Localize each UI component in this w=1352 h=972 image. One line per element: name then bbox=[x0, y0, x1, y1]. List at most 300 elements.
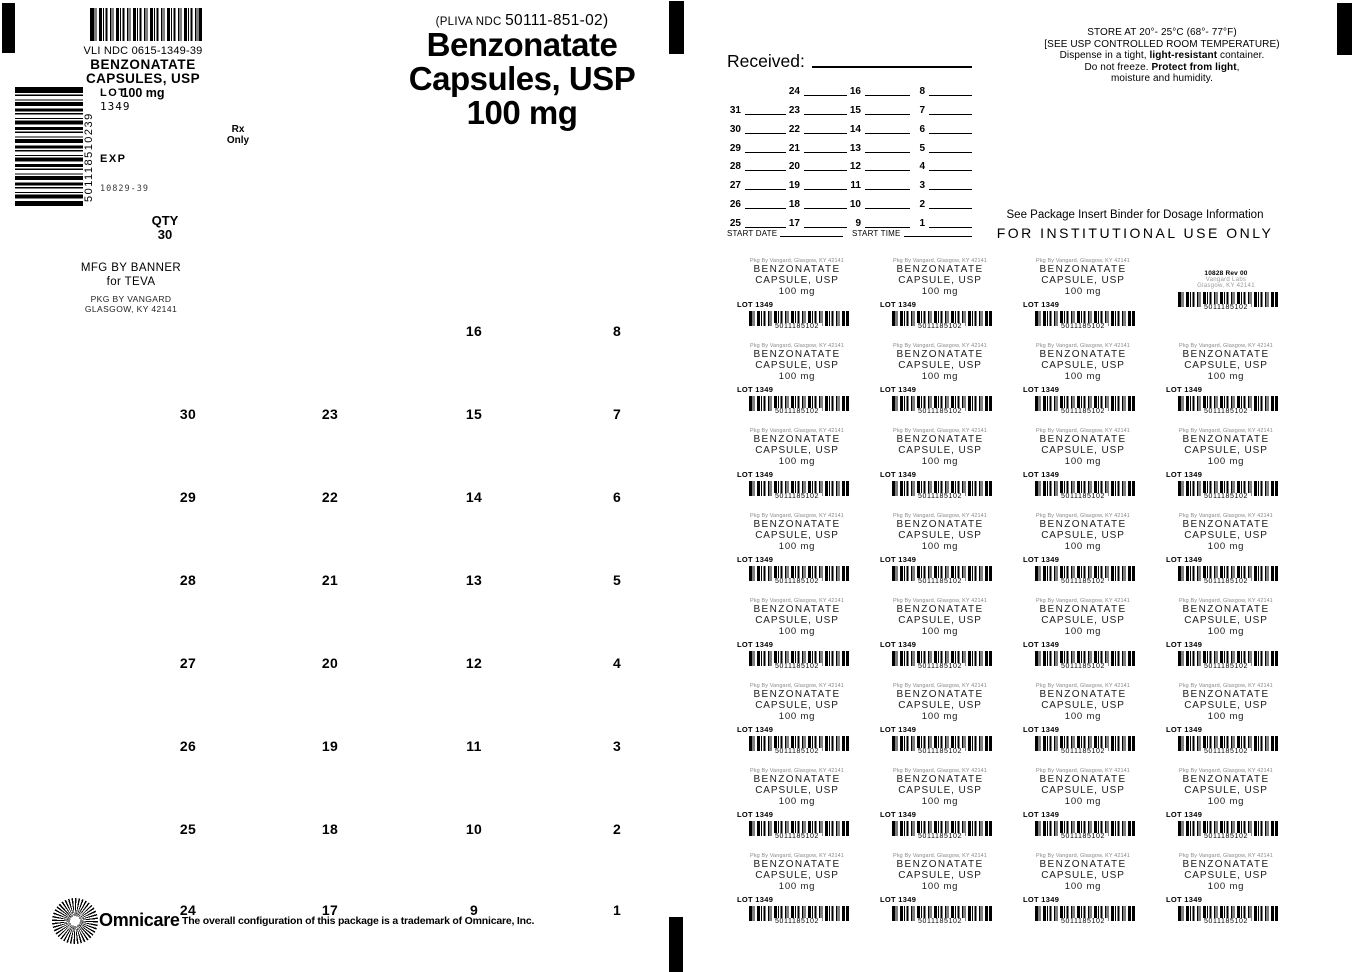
label-barcode-number: 5011185102 bbox=[772, 663, 822, 670]
label-drug-form: CAPSULE, USP bbox=[1184, 615, 1268, 626]
label-barcode-number: 5011185102 bbox=[772, 323, 822, 330]
label-barcode-wrap bbox=[749, 396, 845, 415]
label-drug-name: BENZONATATE bbox=[753, 349, 841, 360]
label-barcode-number: 5011185102 bbox=[1058, 748, 1108, 755]
day-number: 3 bbox=[612, 738, 622, 754]
day-number: 7 bbox=[612, 406, 622, 422]
label-drug-strength: 100 mg bbox=[1207, 541, 1245, 552]
label-pkg-line: Pkg By Vangard, Glasgow, KY 42141 bbox=[893, 343, 987, 349]
day-number: 29 bbox=[179, 489, 197, 505]
unit-dose-label bbox=[1023, 258, 1143, 334]
unit-dose-label bbox=[880, 853, 1000, 929]
day-number: 25 bbox=[179, 821, 197, 837]
unit-dose-label bbox=[1023, 513, 1143, 589]
label-drug-name: BENZONATATE bbox=[1039, 859, 1127, 870]
label-pkg-line: Pkg By Vangard, Glasgow, KY 42141 bbox=[1036, 428, 1130, 434]
label-lot: LOT 1349 bbox=[737, 555, 774, 564]
label-barcode-number: 5011185102 bbox=[915, 918, 965, 925]
label-barcode-wrap bbox=[1035, 396, 1131, 415]
label-drug-name: BENZONATATE bbox=[896, 434, 984, 445]
label-drug-form: CAPSULE, USP bbox=[898, 360, 982, 371]
day-number: 26 bbox=[179, 738, 197, 754]
label-lot: LOT 1349 bbox=[880, 640, 917, 649]
label-barcode-number: 5011185102 bbox=[1058, 833, 1108, 840]
received-day-number: 18 bbox=[788, 199, 800, 210]
carton-drug-strength: 100 mg bbox=[121, 86, 165, 100]
label-barcode-number: 5011185102 bbox=[1201, 304, 1251, 311]
rev-label bbox=[1166, 258, 1286, 334]
qty-value: 30 bbox=[157, 227, 173, 242]
label-barcode-number: 5011185102 bbox=[1201, 833, 1251, 840]
label-drug-form: CAPSULE, USP bbox=[1041, 360, 1125, 371]
label-drug-strength: 100 mg bbox=[921, 796, 959, 807]
label-drug-strength: 100 mg bbox=[1064, 371, 1102, 382]
label-drug-name: BENZONATATE bbox=[753, 519, 841, 530]
label-drug-name: BENZONATATE bbox=[753, 774, 841, 785]
document-code: 10829-39 bbox=[100, 184, 149, 194]
label-drug-name: BENZONATATE bbox=[1182, 434, 1270, 445]
unit-dose-label bbox=[1023, 853, 1143, 929]
day-number: 5 bbox=[612, 572, 622, 588]
day-number: 8 bbox=[612, 323, 622, 339]
label-drug-form: CAPSULE, USP bbox=[1041, 445, 1125, 456]
unit-dose-label bbox=[880, 768, 1000, 844]
day-number: 9 bbox=[469, 902, 479, 918]
label-pkg-line: Pkg By Vangard, Glasgow, KY 42141 bbox=[750, 258, 844, 264]
header-ndc-prefix: (PLIVA NDC bbox=[435, 16, 506, 28]
label-barcode-number: 5011185102 bbox=[1058, 663, 1108, 670]
label-pkg-line: Pkg By Vangard, Glasgow, KY 42141 bbox=[1179, 683, 1273, 689]
label-barcode-wrap bbox=[1178, 906, 1274, 925]
unit-dose-label bbox=[1023, 683, 1143, 759]
label-drug-form: CAPSULE, USP bbox=[755, 445, 839, 456]
unit-dose-label bbox=[880, 428, 1000, 504]
label-barcode-number: 5011185102 bbox=[915, 663, 965, 670]
label-lot: LOT 1349 bbox=[737, 300, 774, 309]
unit-dose-label bbox=[737, 598, 857, 674]
label-lot: LOT 1349 bbox=[1023, 300, 1060, 309]
label-drug-name: BENZONATATE bbox=[1182, 859, 1270, 870]
label-barcode-number: 5011185102 bbox=[1201, 408, 1251, 415]
unit-dose-label bbox=[1023, 768, 1143, 844]
label-lot: LOT 1349 bbox=[880, 895, 917, 904]
unit-dose-label bbox=[737, 258, 857, 334]
label-drug-name: BENZONATATE bbox=[896, 689, 984, 700]
label-barcode-wrap bbox=[1178, 566, 1274, 585]
storage-line1: STORE AT 20°- 25°C (68°- 77°F) bbox=[1087, 27, 1237, 38]
carton-ndc-line: VLI NDC 0615-1349-39 bbox=[83, 45, 203, 57]
label-pkg-line: Pkg By Vangard, Glasgow, KY 42141 bbox=[1036, 853, 1130, 859]
label-barcode-number: 5011185102 bbox=[772, 833, 822, 840]
label-lot: LOT 1349 bbox=[880, 725, 917, 734]
institutional-use-notice: FOR INSTITUTIONAL USE ONLY bbox=[996, 225, 1274, 241]
label-barcode-number: 5011185102 bbox=[1201, 578, 1251, 585]
label-lot: LOT 1349 bbox=[1166, 640, 1203, 649]
unit-dose-label bbox=[880, 258, 1000, 334]
label-barcode-number: 5011185102 bbox=[1201, 663, 1251, 670]
received-day-number: 7 bbox=[919, 105, 925, 116]
day-number: 2 bbox=[612, 821, 622, 837]
received-day-number: 23 bbox=[788, 105, 800, 116]
title-line1: Benzonatate bbox=[426, 26, 618, 63]
label-lot: LOT 1349 bbox=[1166, 895, 1203, 904]
label-lot: LOT 1349 bbox=[1023, 385, 1060, 394]
label-pkg-line: Pkg By Vangard, Glasgow, KY 42141 bbox=[1036, 598, 1130, 604]
day-number: 13 bbox=[465, 572, 483, 588]
label-barcode-wrap bbox=[749, 566, 845, 585]
label-drug-strength: 100 mg bbox=[778, 286, 816, 297]
received-day-number: 1 bbox=[919, 218, 925, 229]
label-drug-strength: 100 mg bbox=[778, 541, 816, 552]
label-drug-form: CAPSULE, USP bbox=[898, 615, 982, 626]
label-barcode-wrap bbox=[749, 906, 845, 925]
label-drug-strength: 100 mg bbox=[1207, 881, 1245, 892]
label-lot: LOT 1349 bbox=[737, 810, 774, 819]
label-pkg-line: Pkg By Vangard, Glasgow, KY 42141 bbox=[893, 428, 987, 434]
label-drug-name: BENZONATATE bbox=[896, 774, 984, 785]
received-label: Received: bbox=[727, 51, 805, 71]
label-barcode-wrap bbox=[749, 821, 845, 840]
label-drug-name: BENZONATATE bbox=[896, 264, 984, 275]
label-barcode-wrap bbox=[749, 736, 845, 755]
unit-dose-label bbox=[880, 683, 1000, 759]
label-barcode-number: 5011185102 bbox=[915, 748, 965, 755]
received-day-number: 11 bbox=[850, 180, 861, 191]
label-barcode-number: 5011185102 bbox=[772, 493, 822, 500]
label-barcode-wrap bbox=[1178, 396, 1274, 415]
received-day-number: 14 bbox=[849, 124, 861, 135]
label-barcode-wrap bbox=[892, 396, 988, 415]
label-drug-form: CAPSULE, USP bbox=[755, 870, 839, 881]
label-drug-name: BENZONATATE bbox=[753, 264, 841, 275]
label-drug-strength: 100 mg bbox=[921, 371, 959, 382]
label-drug-form: CAPSULE, USP bbox=[755, 615, 839, 626]
received-day-number: 13 bbox=[849, 143, 861, 154]
label-barcode-wrap bbox=[892, 566, 988, 585]
received-day-number: 4 bbox=[919, 161, 925, 172]
day-number: 1 bbox=[612, 902, 622, 918]
label-drug-strength: 100 mg bbox=[921, 286, 959, 297]
unit-dose-label bbox=[737, 513, 857, 589]
label-drug-strength: 100 mg bbox=[1064, 881, 1102, 892]
label-drug-form: CAPSULE, USP bbox=[1041, 785, 1125, 796]
label-drug-form: CAPSULE, USP bbox=[898, 785, 982, 796]
label-drug-form: CAPSULE, USP bbox=[1184, 445, 1268, 456]
day-number: 4 bbox=[612, 655, 622, 671]
rx-line2: Only bbox=[226, 135, 250, 146]
label-lot: LOT 1349 bbox=[1166, 470, 1203, 479]
day-number: 27 bbox=[179, 655, 197, 671]
lot-value: 1349 bbox=[100, 100, 131, 113]
label-drug-strength: 100 mg bbox=[778, 456, 816, 467]
day-number: 12 bbox=[465, 655, 483, 671]
received-day-number: 20 bbox=[788, 161, 800, 172]
label-drug-form: CAPSULE, USP bbox=[1041, 870, 1125, 881]
label-drug-name: BENZONATATE bbox=[1039, 349, 1127, 360]
day-number: 11 bbox=[466, 738, 482, 754]
label-barcode-wrap bbox=[1035, 311, 1131, 330]
received-day-number: 16 bbox=[849, 86, 861, 97]
day-number: 6 bbox=[612, 489, 622, 505]
header-ndc-number: 50111-851-02) bbox=[505, 12, 609, 29]
title-line3: 100 mg bbox=[466, 94, 578, 131]
label-drug-form: CAPSULE, USP bbox=[898, 530, 982, 541]
label-barcode-wrap bbox=[1178, 821, 1274, 840]
received-day-number: 9 bbox=[855, 218, 861, 229]
received-day-number: 15 bbox=[849, 105, 861, 116]
label-drug-form: CAPSULE, USP bbox=[1184, 700, 1268, 711]
label-drug-form: CAPSULE, USP bbox=[1184, 530, 1268, 541]
received-day-number: 5 bbox=[919, 143, 925, 154]
label-pkg-line: Pkg By Vangard, Glasgow, KY 42141 bbox=[1179, 428, 1273, 434]
start-time-label: START TIME bbox=[852, 229, 901, 238]
label-barcode-wrap bbox=[1178, 651, 1274, 670]
label-drug-strength: 100 mg bbox=[921, 711, 959, 722]
day-number: 18 bbox=[321, 821, 339, 837]
qty-label: QTY bbox=[151, 213, 179, 228]
received-day-number: 2 bbox=[919, 199, 925, 210]
exp-label: EXP bbox=[100, 153, 127, 165]
unit-dose-label bbox=[737, 343, 857, 419]
label-pkg-line: Pkg By Vangard, Glasgow, KY 42141 bbox=[893, 683, 987, 689]
day-number: 24 bbox=[179, 902, 197, 918]
label-pkg-line: Pkg By Vangard, Glasgow, KY 42141 bbox=[1036, 258, 1130, 264]
label-barcode-number: 5011185102 bbox=[1058, 323, 1108, 330]
label-drug-name: BENZONATATE bbox=[1039, 434, 1127, 445]
label-barcode-wrap bbox=[749, 651, 845, 670]
label-drug-form: CAPSULE, USP bbox=[755, 700, 839, 711]
label-drug-name: BENZONATATE bbox=[896, 349, 984, 360]
label-pkg-line: Pkg By Vangard, Glasgow, KY 42141 bbox=[750, 768, 844, 774]
label-pkg-line: Pkg By Vangard, Glasgow, KY 42141 bbox=[750, 343, 844, 349]
label-pkg-line: Pkg By Vangard, Glasgow, KY 42141 bbox=[750, 428, 844, 434]
label-drug-strength: 100 mg bbox=[1207, 711, 1245, 722]
label-drug-form: CAPSULE, USP bbox=[1184, 785, 1268, 796]
label-drug-name: BENZONATATE bbox=[753, 689, 841, 700]
label-pkg-line: Pkg By Vangard, Glasgow, KY 42141 bbox=[750, 683, 844, 689]
label-drug-strength: 100 mg bbox=[1207, 456, 1245, 467]
rev-lab: Vangard Labs bbox=[1205, 277, 1247, 283]
unit-dose-label bbox=[737, 768, 857, 844]
received-day-number: 25 bbox=[729, 218, 741, 229]
unit-dose-label bbox=[1166, 853, 1286, 929]
label-barcode-wrap bbox=[749, 311, 845, 330]
label-pkg-line: Pkg By Vangard, Glasgow, KY 42141 bbox=[750, 598, 844, 604]
label-lot: LOT 1349 bbox=[1166, 385, 1203, 394]
label-drug-form: CAPSULE, USP bbox=[1041, 275, 1125, 286]
label-drug-name: BENZONATATE bbox=[1182, 689, 1270, 700]
label-pkg-line: Pkg By Vangard, Glasgow, KY 42141 bbox=[1036, 513, 1130, 519]
label-lot: LOT 1349 bbox=[1023, 810, 1060, 819]
label-pkg-line: Pkg By Vangard, Glasgow, KY 42141 bbox=[750, 513, 844, 519]
ladder-barcode-number: 501118510239 bbox=[83, 112, 95, 202]
label-drug-name: BENZONATATE bbox=[1182, 774, 1270, 785]
label-lot: LOT 1349 bbox=[1166, 725, 1203, 734]
unit-dose-label bbox=[880, 598, 1000, 674]
unit-dose-label bbox=[1166, 513, 1286, 589]
carton-drug-form: CAPSULES, USP bbox=[86, 71, 200, 86]
unit-dose-label bbox=[880, 343, 1000, 419]
day-number: 23 bbox=[321, 406, 339, 422]
label-drug-strength: 100 mg bbox=[921, 626, 959, 637]
label-barcode-wrap bbox=[1035, 481, 1131, 500]
label-lot: LOT 1349 bbox=[1023, 470, 1060, 479]
day-number: 28 bbox=[179, 572, 197, 588]
label-drug-form: CAPSULE, USP bbox=[898, 275, 982, 286]
received-day-number: 22 bbox=[788, 124, 800, 135]
label-drug-strength: 100 mg bbox=[1064, 711, 1102, 722]
label-barcode-wrap bbox=[892, 311, 988, 330]
pkg-line1: PKG BY VANGARD bbox=[90, 294, 172, 304]
storage-line4: Do not freeze. Protect from light, bbox=[1084, 61, 1240, 73]
package-insert-note: See Package Insert Binder for Dosage Information bbox=[1006, 209, 1264, 221]
omnicare-trademark-text: The overall configuration of this package is a trademark of Omnicare, Inc. bbox=[182, 915, 535, 927]
day-number: 17 bbox=[321, 902, 339, 918]
label-drug-form: CAPSULE, USP bbox=[1184, 870, 1268, 881]
label-drug-strength: 100 mg bbox=[921, 456, 959, 467]
label-barcode-number: 5011185102 bbox=[1058, 578, 1108, 585]
label-drug-name: BENZONATATE bbox=[896, 519, 984, 530]
label-barcode-number: 5011185102 bbox=[772, 408, 822, 415]
label-drug-strength: 100 mg bbox=[1207, 796, 1245, 807]
day-number: 14 bbox=[465, 489, 483, 505]
label-barcode-number: 5011185102 bbox=[1058, 408, 1108, 415]
label-pkg-line: Pkg By Vangard, Glasgow, KY 42141 bbox=[1179, 853, 1273, 859]
unit-dose-label bbox=[1166, 768, 1286, 844]
lot-label: LOT bbox=[100, 87, 127, 99]
label-drug-strength: 100 mg bbox=[1064, 796, 1102, 807]
rev-city: Glasgow, KY 42141 bbox=[1197, 283, 1255, 289]
label-drug-form: CAPSULE, USP bbox=[755, 785, 839, 796]
received-day-number: 29 bbox=[729, 143, 741, 154]
label-drug-name: BENZONATATE bbox=[1039, 774, 1127, 785]
day-number: 20 bbox=[321, 655, 339, 671]
label-barcode-number: 5011185102 bbox=[772, 578, 822, 585]
label-barcode-number: 5011185102 bbox=[1201, 493, 1251, 500]
label-drug-strength: 100 mg bbox=[778, 626, 816, 637]
label-drug-form: CAPSULE, USP bbox=[755, 530, 839, 541]
label-pkg-line: Pkg By Vangard, Glasgow, KY 42141 bbox=[893, 853, 987, 859]
label-barcode-wrap bbox=[892, 821, 988, 840]
label-barcode-wrap bbox=[892, 736, 988, 755]
received-day-number: 26 bbox=[729, 199, 741, 210]
label-drug-name: BENZONATATE bbox=[753, 604, 841, 615]
unit-dose-label bbox=[1166, 428, 1286, 504]
label-drug-strength: 100 mg bbox=[1064, 626, 1102, 637]
label-drug-name: BENZONATATE bbox=[1182, 349, 1270, 360]
unit-dose-label bbox=[1166, 343, 1286, 419]
label-pkg-line: Pkg By Vangard, Glasgow, KY 42141 bbox=[1179, 768, 1273, 774]
received-day-number: 3 bbox=[919, 180, 925, 191]
label-barcode-wrap bbox=[1178, 481, 1274, 500]
mfg-line2: for TEVA bbox=[106, 276, 156, 288]
day-number: 30 bbox=[179, 406, 197, 422]
label-pkg-line: Pkg By Vangard, Glasgow, KY 42141 bbox=[1036, 683, 1130, 689]
day-number: 15 bbox=[465, 406, 483, 422]
label-lot: LOT 1349 bbox=[880, 810, 917, 819]
label-drug-form: CAPSULE, USP bbox=[898, 870, 982, 881]
label-drug-strength: 100 mg bbox=[778, 371, 816, 382]
received-day-number: 10 bbox=[849, 199, 861, 210]
received-day-number: 30 bbox=[729, 124, 741, 135]
rx-line1: Rx bbox=[231, 124, 245, 135]
label-drug-strength: 100 mg bbox=[1064, 286, 1102, 297]
unit-dose-label bbox=[1023, 598, 1143, 674]
unit-dose-label bbox=[1023, 343, 1143, 419]
label-drug-name: BENZONATATE bbox=[753, 434, 841, 445]
label-pkg-line: Pkg By Vangard, Glasgow, KY 42141 bbox=[893, 513, 987, 519]
day-number: 16 bbox=[465, 323, 483, 339]
label-barcode-number: 5011185102 bbox=[915, 833, 965, 840]
received-day-number: 17 bbox=[788, 218, 800, 229]
label-barcode-wrap bbox=[1035, 736, 1131, 755]
label-lot: LOT 1349 bbox=[1023, 555, 1060, 564]
label-barcode-number: 5011185102 bbox=[772, 748, 822, 755]
received-day-number: 21 bbox=[788, 143, 800, 154]
label-lot: LOT 1349 bbox=[737, 640, 774, 649]
label-drug-strength: 100 mg bbox=[778, 796, 816, 807]
label-drug-strength: 100 mg bbox=[921, 541, 959, 552]
label-drug-name: BENZONATATE bbox=[1039, 604, 1127, 615]
label-barcode-wrap bbox=[1178, 292, 1274, 311]
unit-dose-label bbox=[1023, 428, 1143, 504]
received-day-number: 19 bbox=[788, 180, 800, 191]
received-day-number: 12 bbox=[849, 161, 861, 172]
label-lot: LOT 1349 bbox=[1166, 555, 1203, 564]
label-lot: LOT 1349 bbox=[880, 385, 917, 394]
label-pkg-line: Pkg By Vangard, Glasgow, KY 42141 bbox=[893, 258, 987, 264]
unit-dose-label bbox=[1166, 598, 1286, 674]
label-lot: LOT 1349 bbox=[1166, 810, 1203, 819]
label-drug-form: CAPSULE, USP bbox=[1184, 360, 1268, 371]
label-barcode-wrap bbox=[1035, 906, 1131, 925]
label-drug-name: BENZONATATE bbox=[1039, 264, 1127, 275]
label-barcode-number: 5011185102 bbox=[915, 578, 965, 585]
label-pkg-line: Pkg By Vangard, Glasgow, KY 42141 bbox=[893, 768, 987, 774]
label-drug-strength: 100 mg bbox=[778, 881, 816, 892]
label-drug-form: CAPSULE, USP bbox=[1041, 530, 1125, 541]
label-drug-name: BENZONATATE bbox=[1039, 689, 1127, 700]
received-day-number: 8 bbox=[919, 86, 925, 97]
label-barcode-wrap bbox=[1035, 821, 1131, 840]
label-pkg-line: Pkg By Vangard, Glasgow, KY 42141 bbox=[1179, 513, 1273, 519]
label-barcode-wrap bbox=[1035, 566, 1131, 585]
label-lot: LOT 1349 bbox=[737, 725, 774, 734]
label-drug-name: BENZONATATE bbox=[1182, 604, 1270, 615]
day-number: 21 bbox=[321, 572, 339, 588]
label-barcode-number: 5011185102 bbox=[1201, 918, 1251, 925]
unit-dose-label bbox=[1166, 683, 1286, 759]
label-drug-name: BENZONATATE bbox=[896, 604, 984, 615]
label-drug-strength: 100 mg bbox=[1207, 371, 1245, 382]
label-drug-name: BENZONATATE bbox=[753, 859, 841, 870]
label-drug-strength: 100 mg bbox=[778, 711, 816, 722]
unit-dose-label bbox=[737, 683, 857, 759]
storage-line5: moisture and humidity. bbox=[1110, 73, 1214, 84]
pkg-line2: GLASGOW, KY 42141 bbox=[84, 303, 178, 314]
label-barcode-number: 5011185102 bbox=[915, 408, 965, 415]
label-drug-form: CAPSULE, USP bbox=[898, 700, 982, 711]
unit-dose-label bbox=[880, 513, 1000, 589]
received-day-number: 28 bbox=[729, 161, 741, 172]
start-date-label: START DATE bbox=[727, 229, 778, 238]
label-lot: LOT 1349 bbox=[880, 470, 917, 479]
label-barcode-number: 5011185102 bbox=[915, 493, 965, 500]
unit-dose-label bbox=[737, 428, 857, 504]
label-barcode-wrap bbox=[892, 481, 988, 500]
label-barcode-wrap bbox=[749, 481, 845, 500]
label-lot: LOT 1349 bbox=[737, 470, 774, 479]
